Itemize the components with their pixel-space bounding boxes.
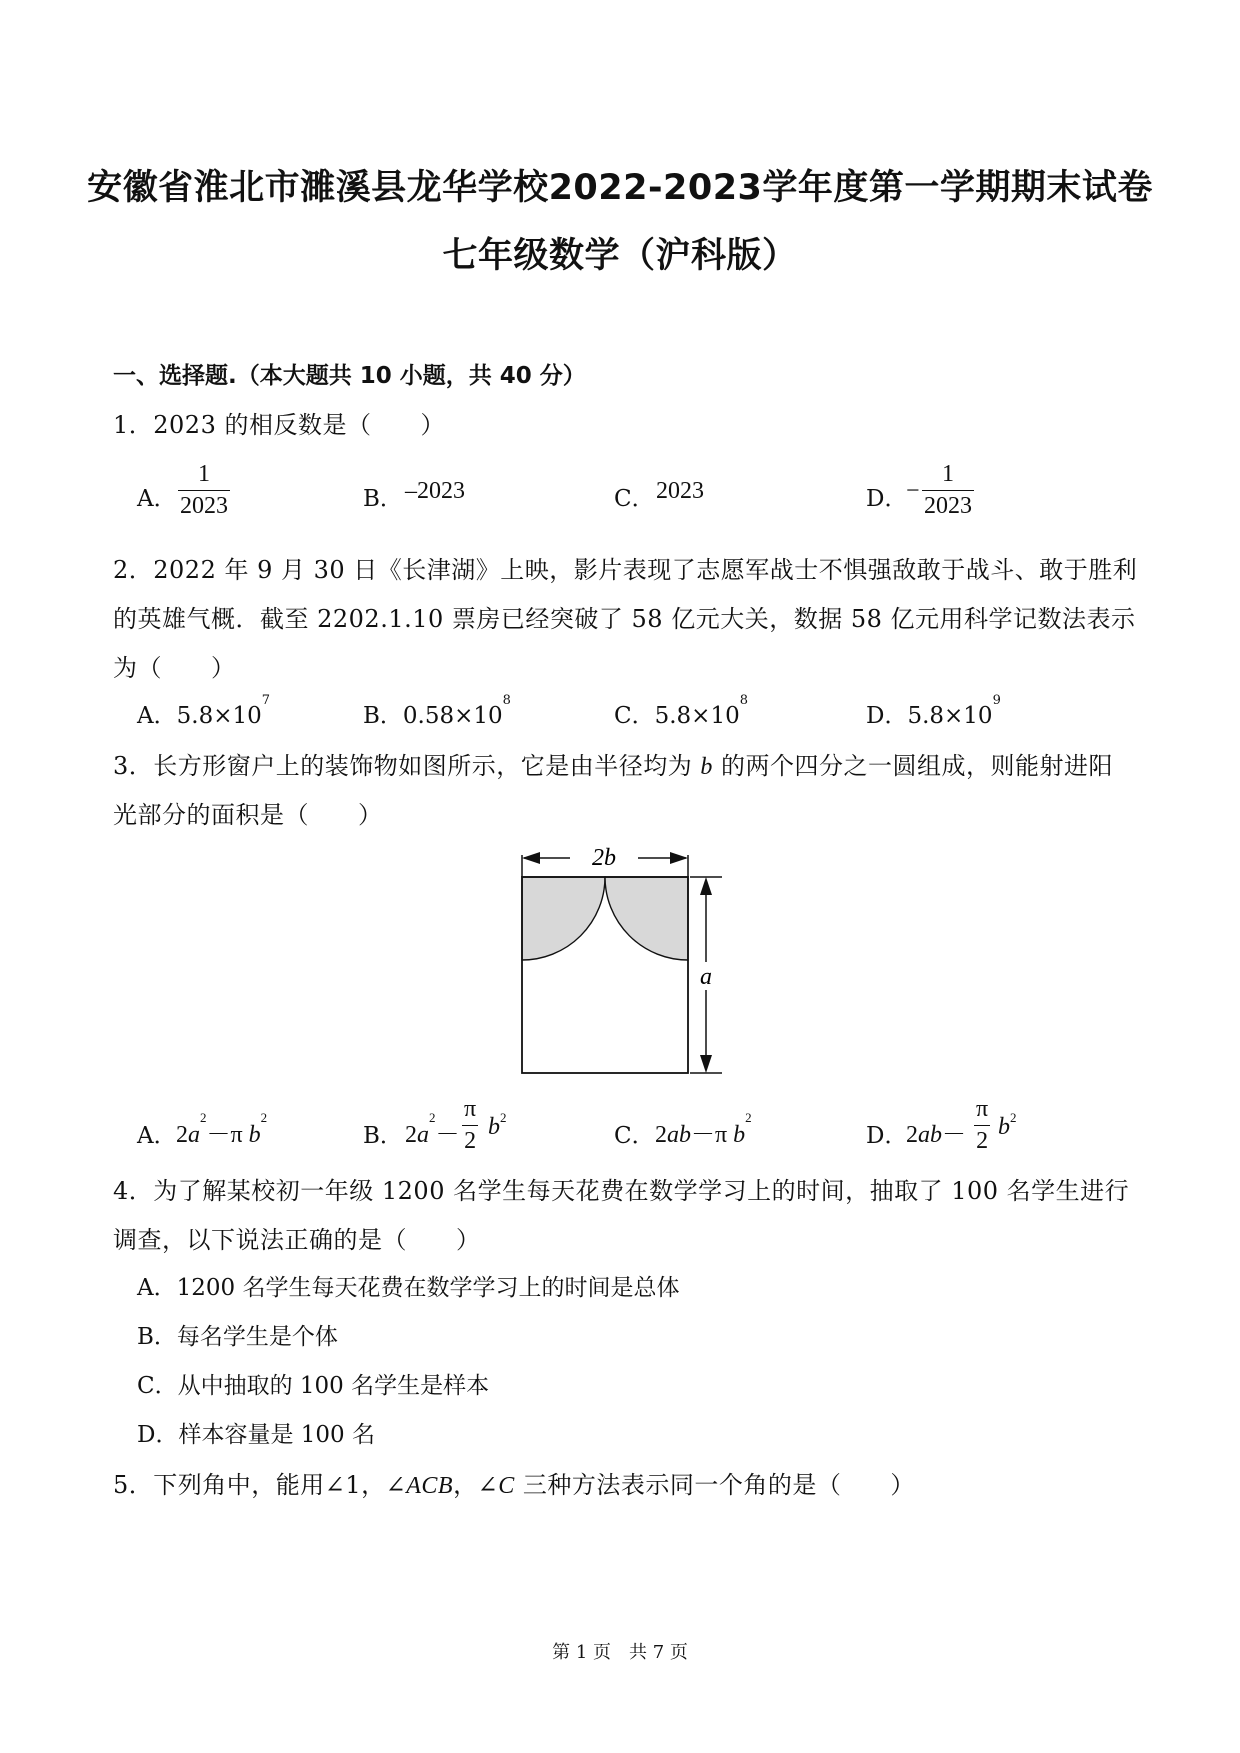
- page-subtitle: 七年级数学（沪科版）: [442, 236, 798, 276]
- question-2-line-1: 2．2022 年 9 月 30 日《长津湖》上映，影片表现了志愿军战士不惧强敌敢于战斗、敢于胜利: [113, 556, 1138, 584]
- question-3-line-2: 光部分的面积是（ ）: [113, 801, 383, 829]
- question-2-line-2: 的英雄气概．截至 2202.1.10 票房已经突破了 58 亿元大关，数据 58 亿元用科学记数法表示: [113, 605, 1136, 633]
- option-a-fraction: 1 2023: [180, 461, 228, 519]
- option-a: A．$5.8\times 10^7$: [137, 693, 271, 729]
- question-4-option-a: A．1200 名学生每天花费在数学学习上的时间是总体: [137, 1275, 680, 1301]
- option-b-expression-right: $b^2$: [488, 1110, 507, 1140]
- option-d-fraction: 1 2023: [924, 461, 972, 519]
- option-d-expression-right: $b^2$: [998, 1110, 1017, 1140]
- option-c-label: C．: [614, 1123, 655, 1149]
- option-b-label: B．: [363, 486, 403, 512]
- option-d-fraction: π 2: [976, 1096, 989, 1154]
- option-a-label: A．: [137, 486, 177, 512]
- question-4-option-b: B．每名学生是个体: [137, 1324, 338, 1350]
- question-4-line-2: 调查，以下说法正确的是（ ）: [113, 1226, 481, 1254]
- option-a-label: A．: [137, 1123, 177, 1149]
- side-dimension-label: a: [700, 964, 712, 990]
- option-d: D．$5.8\times 10^9$: [866, 693, 1001, 729]
- option-b: B．$0.58\times 10^8$: [363, 693, 511, 729]
- question-4-option-d: D．样本容量是 100 名: [137, 1422, 375, 1448]
- question-5-stem: 5．下列角中，能用∠1，∠ACB，∠C 三种方法表示同一个角的是（ ）: [113, 1471, 915, 1499]
- top-dimension-label: 2b: [592, 845, 616, 871]
- option-d-expression-left: 2ab－: [906, 1122, 966, 1148]
- page-footer: 第 1 页 共 7 页: [552, 1642, 688, 1663]
- option-c-expression: 2ab－π $b^2$: [655, 1110, 752, 1148]
- option-b-label: B．: [363, 1123, 403, 1149]
- option-d-label: D．: [866, 486, 908, 512]
- question-4-line-1: 4．为了解某校初一年级 1200 名学生每天花费在数学学习上的时间，抽取了 100 名学生进行: [113, 1177, 1130, 1205]
- question-1-stem: 1．2023 的相反数是（ ）: [113, 411, 445, 439]
- question-3-line-1: 3．长方形窗户上的装饰物如图所示，它是由半径均为 b 的两个四分之一圆组成，则能射进阳: [113, 752, 1114, 780]
- option-c-label: C．: [614, 486, 655, 512]
- option-d-label: D．: [866, 1123, 908, 1149]
- option-a-expression: $2a^2-\pi$ $b^2$: [176, 1110, 268, 1148]
- question-2-line-3: 为（ ）: [113, 654, 236, 682]
- window-decoration-figure: [510, 840, 740, 1085]
- option-c-value: 2023: [656, 478, 704, 504]
- option-b-fraction: π 2: [464, 1096, 477, 1154]
- option-b-value: –2023: [405, 478, 465, 504]
- section-heading-choice: 一、选择题.（本大题共 10 小题，共 40 分）: [113, 363, 586, 389]
- question-4-option-c: C．从中抽取的 100 名学生是样本: [137, 1373, 490, 1399]
- option-b-expression-left: $2a^2-$: [405, 1110, 460, 1148]
- option-d-sign: −: [906, 478, 920, 504]
- option-c: C．$5.8\times 10^8$: [614, 693, 749, 729]
- page-title: 安徽省淮北市濉溪县龙华学校2022-2023学年度第一学期期末试卷: [87, 168, 1153, 208]
